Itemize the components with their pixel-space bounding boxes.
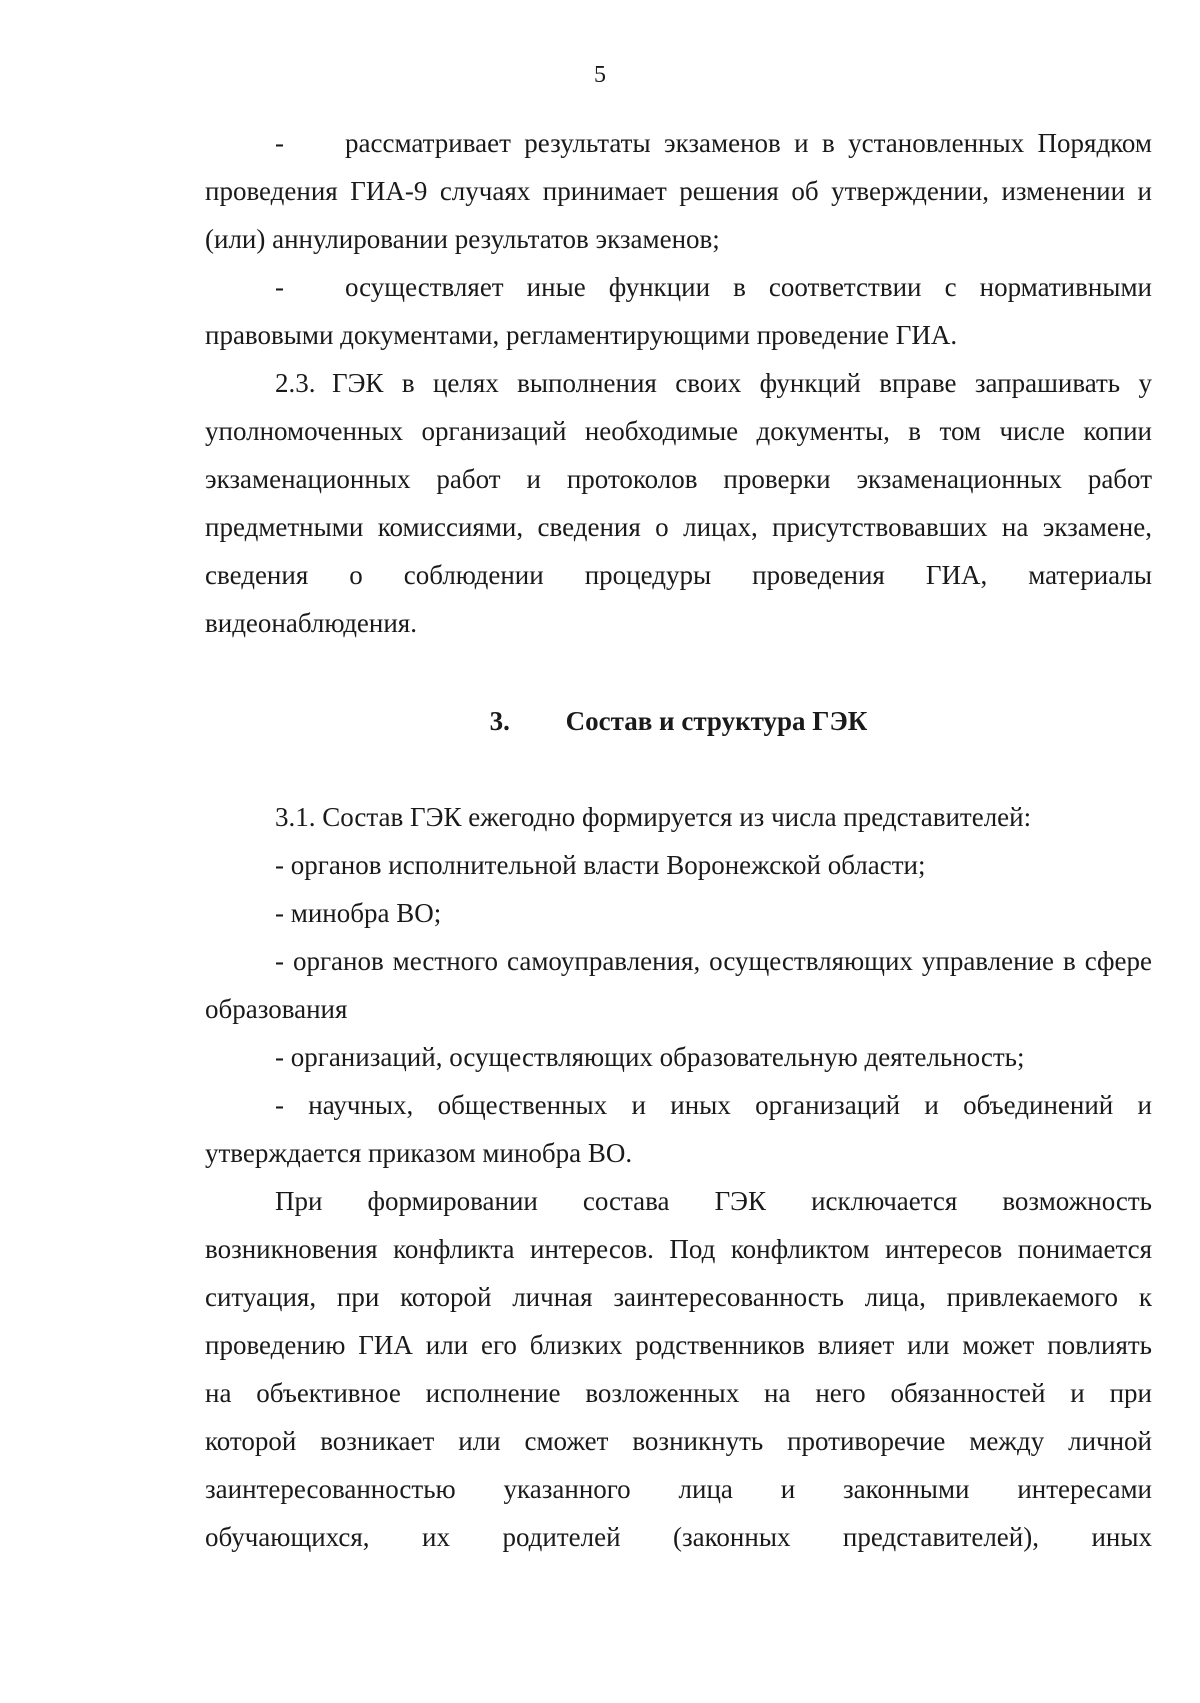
list-item: - органов исполнительной власти Воронежской области;: [275, 850, 926, 880]
paragraph-line: заинтересованностью указанного лица и законными интересами: [205, 1474, 1152, 1504]
paragraph-line: ситуация, при которой личная заинтересованность лица, привлекаемого к: [205, 1282, 1152, 1312]
list-item: - организаций, осуществляющих образовательную деятельность;: [275, 1042, 1025, 1072]
paragraph-line: возникновения конфликта интересов. Под конфликтом интересов понимается: [205, 1234, 1152, 1264]
list-item: - минобра ВО;: [275, 898, 442, 928]
clause-3-1: 3.1. Состав ГЭК ежегодно формируется из числа представителей:: [275, 802, 1032, 832]
section-title: Состав и структура ГЭК: [565, 706, 868, 736]
list-item: - органов местного самоуправления, осуществляющих управление в сфере образования: [205, 946, 1152, 1024]
list-dash: -: [275, 272, 284, 302]
clause-number: 2.3.: [275, 368, 316, 398]
clause-text: ГЭК в целях выполнения своих функций вправе запрашивать у уполномоченных организаций необходимые документы, в том числе копии экзаменационных работ и протоколов проверки экзаменационных работ предметными комиссиями, сведения о лицах, присутствовавших на экзамене, сведения о соблюдении процедуры проведения ГИА, материалы видеонаблюдения.: [205, 368, 1152, 638]
section-heading: [205, 697, 1152, 745]
list-item-text: рассматривает результаты экзаменов и в установленных Порядком проведения ГИА-9 случаях принимает решения об утверждении, изменении и (или) аннулировании результатов экзаменов;: [205, 128, 1152, 254]
paragraph-line: которой возникает или сможет возникнуть противоречие между личной: [205, 1426, 1152, 1456]
page-number: 5: [594, 62, 606, 88]
list-item: - научных, общественных и иных организаций и объединений и утверждается приказом минобра ВО.: [205, 1090, 1152, 1168]
clause-2-3: [205, 359, 1152, 647]
conflict-of-interest-paragraph: [205, 1177, 1152, 1561]
list-item-text: осуществляет иные функции в соответствии с нормативными правовыми документами, регламентирующими проведение ГИА.: [205, 272, 1152, 350]
document-body: [205, 119, 1152, 1561]
paragraph-line: обучающихся, их родителей (законных представителей), иных: [205, 1522, 1152, 1552]
section-number: 3.: [489, 706, 510, 736]
list-item-other-functions: [205, 263, 1152, 359]
spacer: [205, 745, 1152, 793]
list-dash: -: [275, 128, 284, 158]
paragraph-line: на объективное исполнение возложенных на него обязанностей и при: [205, 1378, 1152, 1408]
spacer: [205, 647, 1152, 697]
paragraph-line: При формировании состава ГЭК исключается возможность: [275, 1186, 1152, 1216]
list-item-review-results: [205, 119, 1152, 263]
paragraph-line: проведению ГИА или его близких родственников влияет или может повлиять: [205, 1330, 1152, 1360]
